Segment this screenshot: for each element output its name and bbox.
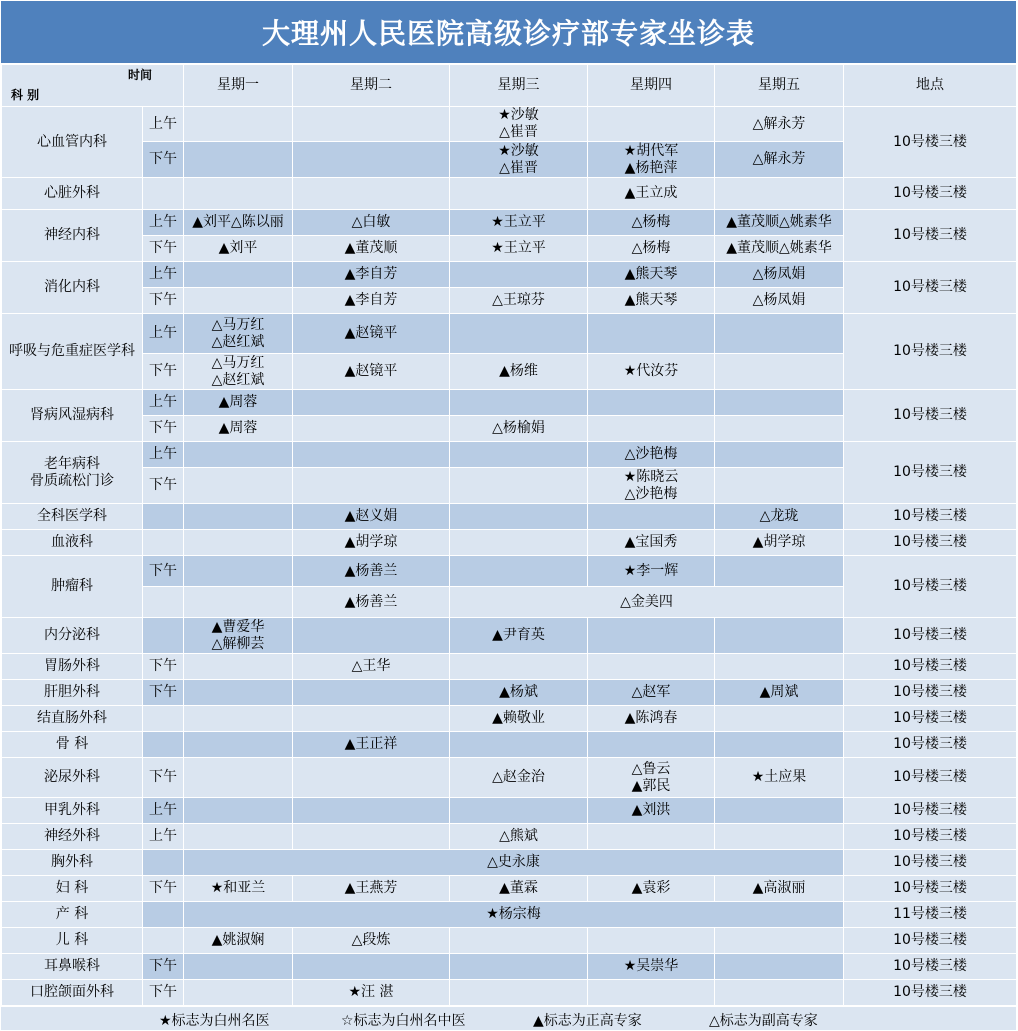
session-cell: 下午	[143, 980, 184, 1006]
schedule-cell-friday: △解永芳	[715, 142, 844, 178]
schedule-cell-monday	[184, 954, 293, 980]
schedule-cell-monday	[184, 798, 293, 824]
schedule-cell-monday	[184, 587, 293, 618]
schedule-cell-tuesday	[293, 680, 450, 706]
location-cell: 10号楼三楼	[844, 210, 1017, 262]
corner-dept-label: 科 别	[11, 88, 40, 102]
schedule-cell-monday: ▲周蓉	[184, 416, 293, 442]
table-row	[2, 850, 1017, 876]
schedule-cell-wednesday: ▲董霖	[450, 876, 588, 902]
schedule-cell-tuesday	[293, 706, 450, 732]
schedule-cell-tuesday	[293, 758, 450, 798]
schedule-cell-thursday	[588, 618, 715, 654]
schedule-cell-friday	[715, 980, 844, 1006]
schedule-cell-friday: ▲高淑丽	[715, 876, 844, 902]
schedule-cell-tuesday	[293, 468, 450, 504]
schedule-cell-wednesday	[450, 928, 588, 954]
location-cell: 10号楼三楼	[844, 442, 1017, 504]
department-cell: 血液科	[2, 530, 143, 556]
corner-time-label: 时间	[127, 68, 152, 82]
session-cell: 下午	[143, 416, 184, 442]
schedule-cell-thursday: ★胡代军 ▲杨艳萍	[588, 142, 715, 178]
schedule-cell-wednesday	[450, 556, 588, 587]
schedule-cell-friday	[715, 416, 844, 442]
schedule-cell-monday	[184, 468, 293, 504]
department-cell: 呼吸与危重症医学科	[2, 314, 143, 390]
schedule-cell-wednesday	[450, 468, 588, 504]
schedule-cell-friday	[715, 354, 844, 390]
department-cell: 甲乳外科	[2, 798, 143, 824]
schedule-cell-tuesday: ▲李自芳	[293, 288, 450, 314]
schedule-cell-wednesday	[450, 390, 588, 416]
department-cell: 全科医学科	[2, 504, 143, 530]
session-cell	[143, 928, 184, 954]
schedule-cell-tuesday: ★汪 湛	[293, 980, 450, 1006]
schedule-cell-wednesday: ▲杨斌	[450, 680, 588, 706]
location-cell: 10号楼三楼	[844, 390, 1017, 442]
table-row	[2, 876, 1017, 902]
table-row	[2, 178, 1017, 210]
table-row	[2, 706, 1017, 732]
schedule-cell-monday	[184, 530, 293, 556]
session-cell: 下午	[143, 758, 184, 798]
schedule-cell-wed-fri: △金美四	[450, 587, 844, 618]
schedule-cell-monday	[184, 824, 293, 850]
schedule-cell-thursday	[588, 732, 715, 758]
schedule-cell-thursday: ★李一辉	[588, 556, 715, 587]
schedule-cell-wednesday: △王琼芬	[450, 288, 588, 314]
schedule-cell-monday	[184, 654, 293, 680]
department-cell: 产 科	[2, 902, 143, 928]
schedule-cell-wednesday	[450, 262, 588, 288]
schedule-cell-friday	[715, 468, 844, 504]
schedule-cell-wednesday: ★王立平	[450, 210, 588, 236]
schedule-cell-monday	[184, 556, 293, 587]
schedule-cell-thursday: ▲陈鸿春	[588, 706, 715, 732]
schedule-cell-monday	[184, 178, 293, 210]
location-cell: 10号楼三楼	[844, 876, 1017, 902]
schedule-cell-wednesday: ★王立平	[450, 236, 588, 262]
department-cell: 儿 科	[2, 928, 143, 954]
session-cell	[143, 178, 184, 210]
session-cell: 下午	[143, 654, 184, 680]
schedule-cell-wednesday	[450, 732, 588, 758]
schedule-cell-friday	[715, 314, 844, 354]
location-cell: 10号楼三楼	[844, 928, 1017, 954]
table-row	[2, 262, 1017, 288]
schedule-cell-thursday	[588, 416, 715, 442]
session-cell: 上午	[143, 314, 184, 354]
table-row	[2, 442, 1017, 468]
session-cell: 上午	[143, 798, 184, 824]
location-cell: 10号楼三楼	[844, 178, 1017, 210]
schedule-cell-monday	[184, 504, 293, 530]
schedule-cell-thursday	[588, 824, 715, 850]
schedule-cell-friday	[715, 732, 844, 758]
schedule-cell-thursday: ★陈晓云 △沙艳梅	[588, 468, 715, 504]
header-location: 地点	[844, 65, 1017, 107]
legend-hollow-triangle-associate-expert: △标志为副高专家	[709, 1013, 818, 1029]
location-cell: 11号楼三楼	[844, 902, 1017, 928]
schedule-cell-thursday: △赵军	[588, 680, 715, 706]
department-cell: 耳鼻喉科	[2, 954, 143, 980]
department-cell: 心血管内科	[2, 107, 143, 178]
location-cell: 10号楼三楼	[844, 314, 1017, 390]
location-cell: 10号楼三楼	[844, 556, 1017, 618]
legend-star-famous-doctor: ★标志为白州名医	[159, 1013, 270, 1029]
table-row	[2, 902, 1017, 928]
session-cell: 下午	[143, 556, 184, 587]
schedule-cell-thursday	[588, 314, 715, 354]
table-row	[2, 618, 1017, 654]
schedule-cell-friday: △杨凤娟	[715, 262, 844, 288]
schedule-cell-wednesday	[450, 954, 588, 980]
legend	[1, 1007, 1016, 1030]
session-cell: 下午	[143, 876, 184, 902]
table-row	[2, 824, 1017, 850]
schedule-cell-friday: △杨凤娟	[715, 288, 844, 314]
table-row	[2, 732, 1017, 758]
schedule-cell-thursday: △鲁云 ▲郭民	[588, 758, 715, 798]
schedule-cell-thursday: △杨梅	[588, 236, 715, 262]
schedule-cell-tuesday: ▲胡学琼	[293, 530, 450, 556]
schedule-cell-tuesday: ▲杨善兰	[293, 556, 450, 587]
schedule-cell-friday	[715, 706, 844, 732]
schedule-cell-tuesday	[293, 107, 450, 142]
schedule-cell-thursday	[588, 654, 715, 680]
schedule-cell-all-week: ★杨宗梅	[184, 902, 844, 928]
schedule-cell-monday: ▲姚淑娴	[184, 928, 293, 954]
department-cell: 胃肠外科	[2, 654, 143, 680]
schedule-cell-wednesday	[450, 314, 588, 354]
schedule-cell-thursday: △沙艳梅	[588, 442, 715, 468]
page-title: 大理州人民医院高级诊疗部专家坐诊表	[1, 1, 1016, 63]
schedule-cell-thursday: △杨梅	[588, 210, 715, 236]
schedule-cell-friday	[715, 928, 844, 954]
schedule-cell-thursday: ▲熊天琴	[588, 262, 715, 288]
location-cell: 10号楼三楼	[844, 504, 1017, 530]
schedule-cell-tuesday	[293, 442, 450, 468]
schedule-cell-tuesday	[293, 178, 450, 210]
department-cell: 神经外科	[2, 824, 143, 850]
department-cell: 神经内科	[2, 210, 143, 262]
table-row	[2, 107, 1017, 142]
schedule-cell-thursday: ▲王立成	[588, 178, 715, 210]
schedule-cell-monday	[184, 980, 293, 1006]
table-row	[2, 314, 1017, 354]
schedule-cell-thursday: ▲宝国秀	[588, 530, 715, 556]
location-cell: 10号楼三楼	[844, 850, 1017, 876]
schedule-cell-thursday: ▲刘洪	[588, 798, 715, 824]
schedule-cell-monday: ▲刘平	[184, 236, 293, 262]
schedule-cell-thursday: ★吴崇华	[588, 954, 715, 980]
schedule-cell-wednesday	[450, 504, 588, 530]
schedule-cell-friday: △解永芳	[715, 107, 844, 142]
location-cell: 10号楼三楼	[844, 732, 1017, 758]
schedule-cell-friday: ▲董茂顺△姚素华	[715, 236, 844, 262]
department-cell: 口腔颌面外科	[2, 980, 143, 1006]
session-cell: 上午	[143, 210, 184, 236]
schedule-cell-tuesday: ▲王正祥	[293, 732, 450, 758]
session-cell: 下午	[143, 142, 184, 178]
schedule-cell-thursday	[588, 107, 715, 142]
schedule-cell-wednesday: △杨榆娟	[450, 416, 588, 442]
schedule-cell-monday	[184, 442, 293, 468]
schedule-cell-tuesday	[293, 390, 450, 416]
legend-triangle-senior-expert: ▲标志为正高专家	[533, 1013, 642, 1029]
table-row	[2, 390, 1017, 416]
session-cell: 上午	[143, 262, 184, 288]
schedule-cell-thursday	[588, 390, 715, 416]
schedule-cell-friday: ▲周斌	[715, 680, 844, 706]
schedule-cell-friday	[715, 954, 844, 980]
schedule-cell-tuesday: ▲杨善兰	[293, 587, 450, 618]
schedule-cell-thursday	[588, 504, 715, 530]
session-cell	[143, 504, 184, 530]
schedule-cell-monday: ★和亚兰	[184, 876, 293, 902]
header-thursday: 星期四	[588, 65, 715, 107]
schedule-cell-tuesday	[293, 824, 450, 850]
schedule-cell-friday	[715, 178, 844, 210]
schedule-cell-wednesday	[450, 442, 588, 468]
session-cell	[143, 587, 184, 618]
schedule-cell-friday: ▲董茂顺△姚素华	[715, 210, 844, 236]
session-cell: 下午	[143, 468, 184, 504]
schedule-cell-friday: ▲胡学琼	[715, 530, 844, 556]
schedule-cell-friday	[715, 824, 844, 850]
schedule-cell-friday: △龙珑	[715, 504, 844, 530]
header-monday: 星期一	[184, 65, 293, 107]
department-cell: 结直肠外科	[2, 706, 143, 732]
schedule-cell-tuesday	[293, 618, 450, 654]
schedule-cell-tuesday: ▲董茂顺	[293, 236, 450, 262]
department-cell: 肿瘤科	[2, 556, 143, 618]
schedule-cell-tuesday	[293, 798, 450, 824]
table-row	[2, 954, 1017, 980]
schedule-cell-monday: ▲刘平△陈以丽	[184, 210, 293, 236]
schedule-cell-tuesday: △王华	[293, 654, 450, 680]
location-cell: 10号楼三楼	[844, 798, 1017, 824]
schedule-cell-monday: △马万红 △赵红斌	[184, 314, 293, 354]
schedule-cell-thursday: ★代汝芬	[588, 354, 715, 390]
session-cell: 下午	[143, 680, 184, 706]
schedule-cell-tuesday	[293, 142, 450, 178]
schedule-cell-tuesday: ▲赵义娟	[293, 504, 450, 530]
schedule-cell-tuesday: ▲赵镜平	[293, 314, 450, 354]
schedule-cell-monday	[184, 706, 293, 732]
session-cell: 上午	[143, 390, 184, 416]
department-cell: 骨 科	[2, 732, 143, 758]
schedule-cell-tuesday	[293, 954, 450, 980]
table-row	[2, 530, 1017, 556]
department-cell: 老年病科 骨质疏松门诊	[2, 442, 143, 504]
table-row	[2, 680, 1017, 706]
schedule-cell-wednesday: ▲尹育英	[450, 618, 588, 654]
schedule-cell-all-week: △史永康	[184, 850, 844, 876]
session-cell	[143, 530, 184, 556]
header-friday: 星期五	[715, 65, 844, 107]
schedule-cell-monday	[184, 107, 293, 142]
location-cell: 10号楼三楼	[844, 706, 1017, 732]
schedule-cell-monday	[184, 288, 293, 314]
schedule-cell-friday: ★土应果	[715, 758, 844, 798]
location-cell: 10号楼三楼	[844, 654, 1017, 680]
schedule-cell-monday: △马万红 △赵红斌	[184, 354, 293, 390]
schedule-cell-monday: ▲周蓉	[184, 390, 293, 416]
schedule-cell-wednesday	[450, 530, 588, 556]
table-row	[2, 928, 1017, 954]
table-row	[2, 210, 1017, 236]
session-cell	[143, 732, 184, 758]
schedule-cell-friday	[715, 654, 844, 680]
schedule-cell-friday	[715, 556, 844, 587]
schedule-cell-wednesday	[450, 178, 588, 210]
schedule-cell-tuesday: △白敏	[293, 210, 450, 236]
schedule-cell-tuesday: ▲王燕芳	[293, 876, 450, 902]
schedule-cell-monday	[184, 262, 293, 288]
schedule-cell-tuesday: ▲赵镜平	[293, 354, 450, 390]
session-cell: 下午	[143, 236, 184, 262]
session-cell: 上午	[143, 442, 184, 468]
schedule-cell-thursday	[588, 980, 715, 1006]
table-row	[2, 556, 1017, 587]
schedule-cell-wednesday	[450, 654, 588, 680]
corner-header	[2, 65, 184, 107]
session-cell	[143, 618, 184, 654]
table-row	[2, 798, 1017, 824]
location-cell: 10号楼三楼	[844, 262, 1017, 314]
table-row	[2, 758, 1017, 798]
schedule-cell-monday	[184, 142, 293, 178]
schedule-cell-wednesday: ▲赖敬业	[450, 706, 588, 732]
header-tuesday: 星期二	[293, 65, 450, 107]
table-row	[2, 654, 1017, 680]
session-cell: 下午	[143, 954, 184, 980]
legend-hollow-star-famous-tcm: ☆标志为白州名中医	[341, 1013, 466, 1029]
schedule-cell-monday: ▲曹爱华 △解柳芸	[184, 618, 293, 654]
department-cell: 泌尿外科	[2, 758, 143, 798]
schedule-cell-monday	[184, 680, 293, 706]
header-wednesday: 星期三	[450, 65, 588, 107]
schedule-cell-thursday: ▲袁彩	[588, 876, 715, 902]
location-cell: 10号楼三楼	[844, 107, 1017, 178]
department-cell: 肾病风湿病科	[2, 390, 143, 442]
schedule-cell-wednesday	[450, 980, 588, 1006]
schedule-cell-friday	[715, 442, 844, 468]
table-row	[2, 504, 1017, 530]
schedule-cell-wednesday: △赵金治	[450, 758, 588, 798]
department-cell: 心脏外科	[2, 178, 143, 210]
schedule-cell-thursday	[588, 928, 715, 954]
location-cell: 10号楼三楼	[844, 758, 1017, 798]
location-cell: 10号楼三楼	[844, 824, 1017, 850]
schedule-cell-tuesday: ▲李自芳	[293, 262, 450, 288]
session-cell: 上午	[143, 824, 184, 850]
schedule-cell-thursday: ▲熊天琴	[588, 288, 715, 314]
department-cell: 胸外科	[2, 850, 143, 876]
schedule-cell-monday	[184, 732, 293, 758]
department-cell: 内分泌科	[2, 618, 143, 654]
schedule-cell-wednesday: ★沙敏 △崔晋	[450, 142, 588, 178]
schedule-cell-tuesday: △段炼	[293, 928, 450, 954]
schedule-cell-wednesday: ★沙敏 △崔晋	[450, 107, 588, 142]
schedule-cell-tuesday	[293, 416, 450, 442]
table-row	[2, 980, 1017, 1006]
location-cell: 10号楼三楼	[844, 530, 1017, 556]
schedule-cell-monday	[184, 758, 293, 798]
schedule-cell-wednesday	[450, 798, 588, 824]
session-cell	[143, 850, 184, 876]
schedule-table	[1, 64, 1017, 1006]
location-cell: 10号楼三楼	[844, 618, 1017, 654]
schedule-cell-friday	[715, 390, 844, 416]
session-cell: 下午	[143, 354, 184, 390]
department-cell: 肝胆外科	[2, 680, 143, 706]
location-cell: 10号楼三楼	[844, 980, 1017, 1006]
session-cell	[143, 902, 184, 928]
schedule-cell-wednesday: ▲杨维	[450, 354, 588, 390]
schedule-cell-friday	[715, 618, 844, 654]
department-cell: 消化内科	[2, 262, 143, 314]
location-cell: 10号楼三楼	[844, 954, 1017, 980]
session-cell: 上午	[143, 107, 184, 142]
schedule-cell-friday	[715, 798, 844, 824]
session-cell: 下午	[143, 288, 184, 314]
department-cell: 妇 科	[2, 876, 143, 902]
schedule-cell-wednesday: △熊斌	[450, 824, 588, 850]
session-cell	[143, 706, 184, 732]
location-cell: 10号楼三楼	[844, 680, 1017, 706]
